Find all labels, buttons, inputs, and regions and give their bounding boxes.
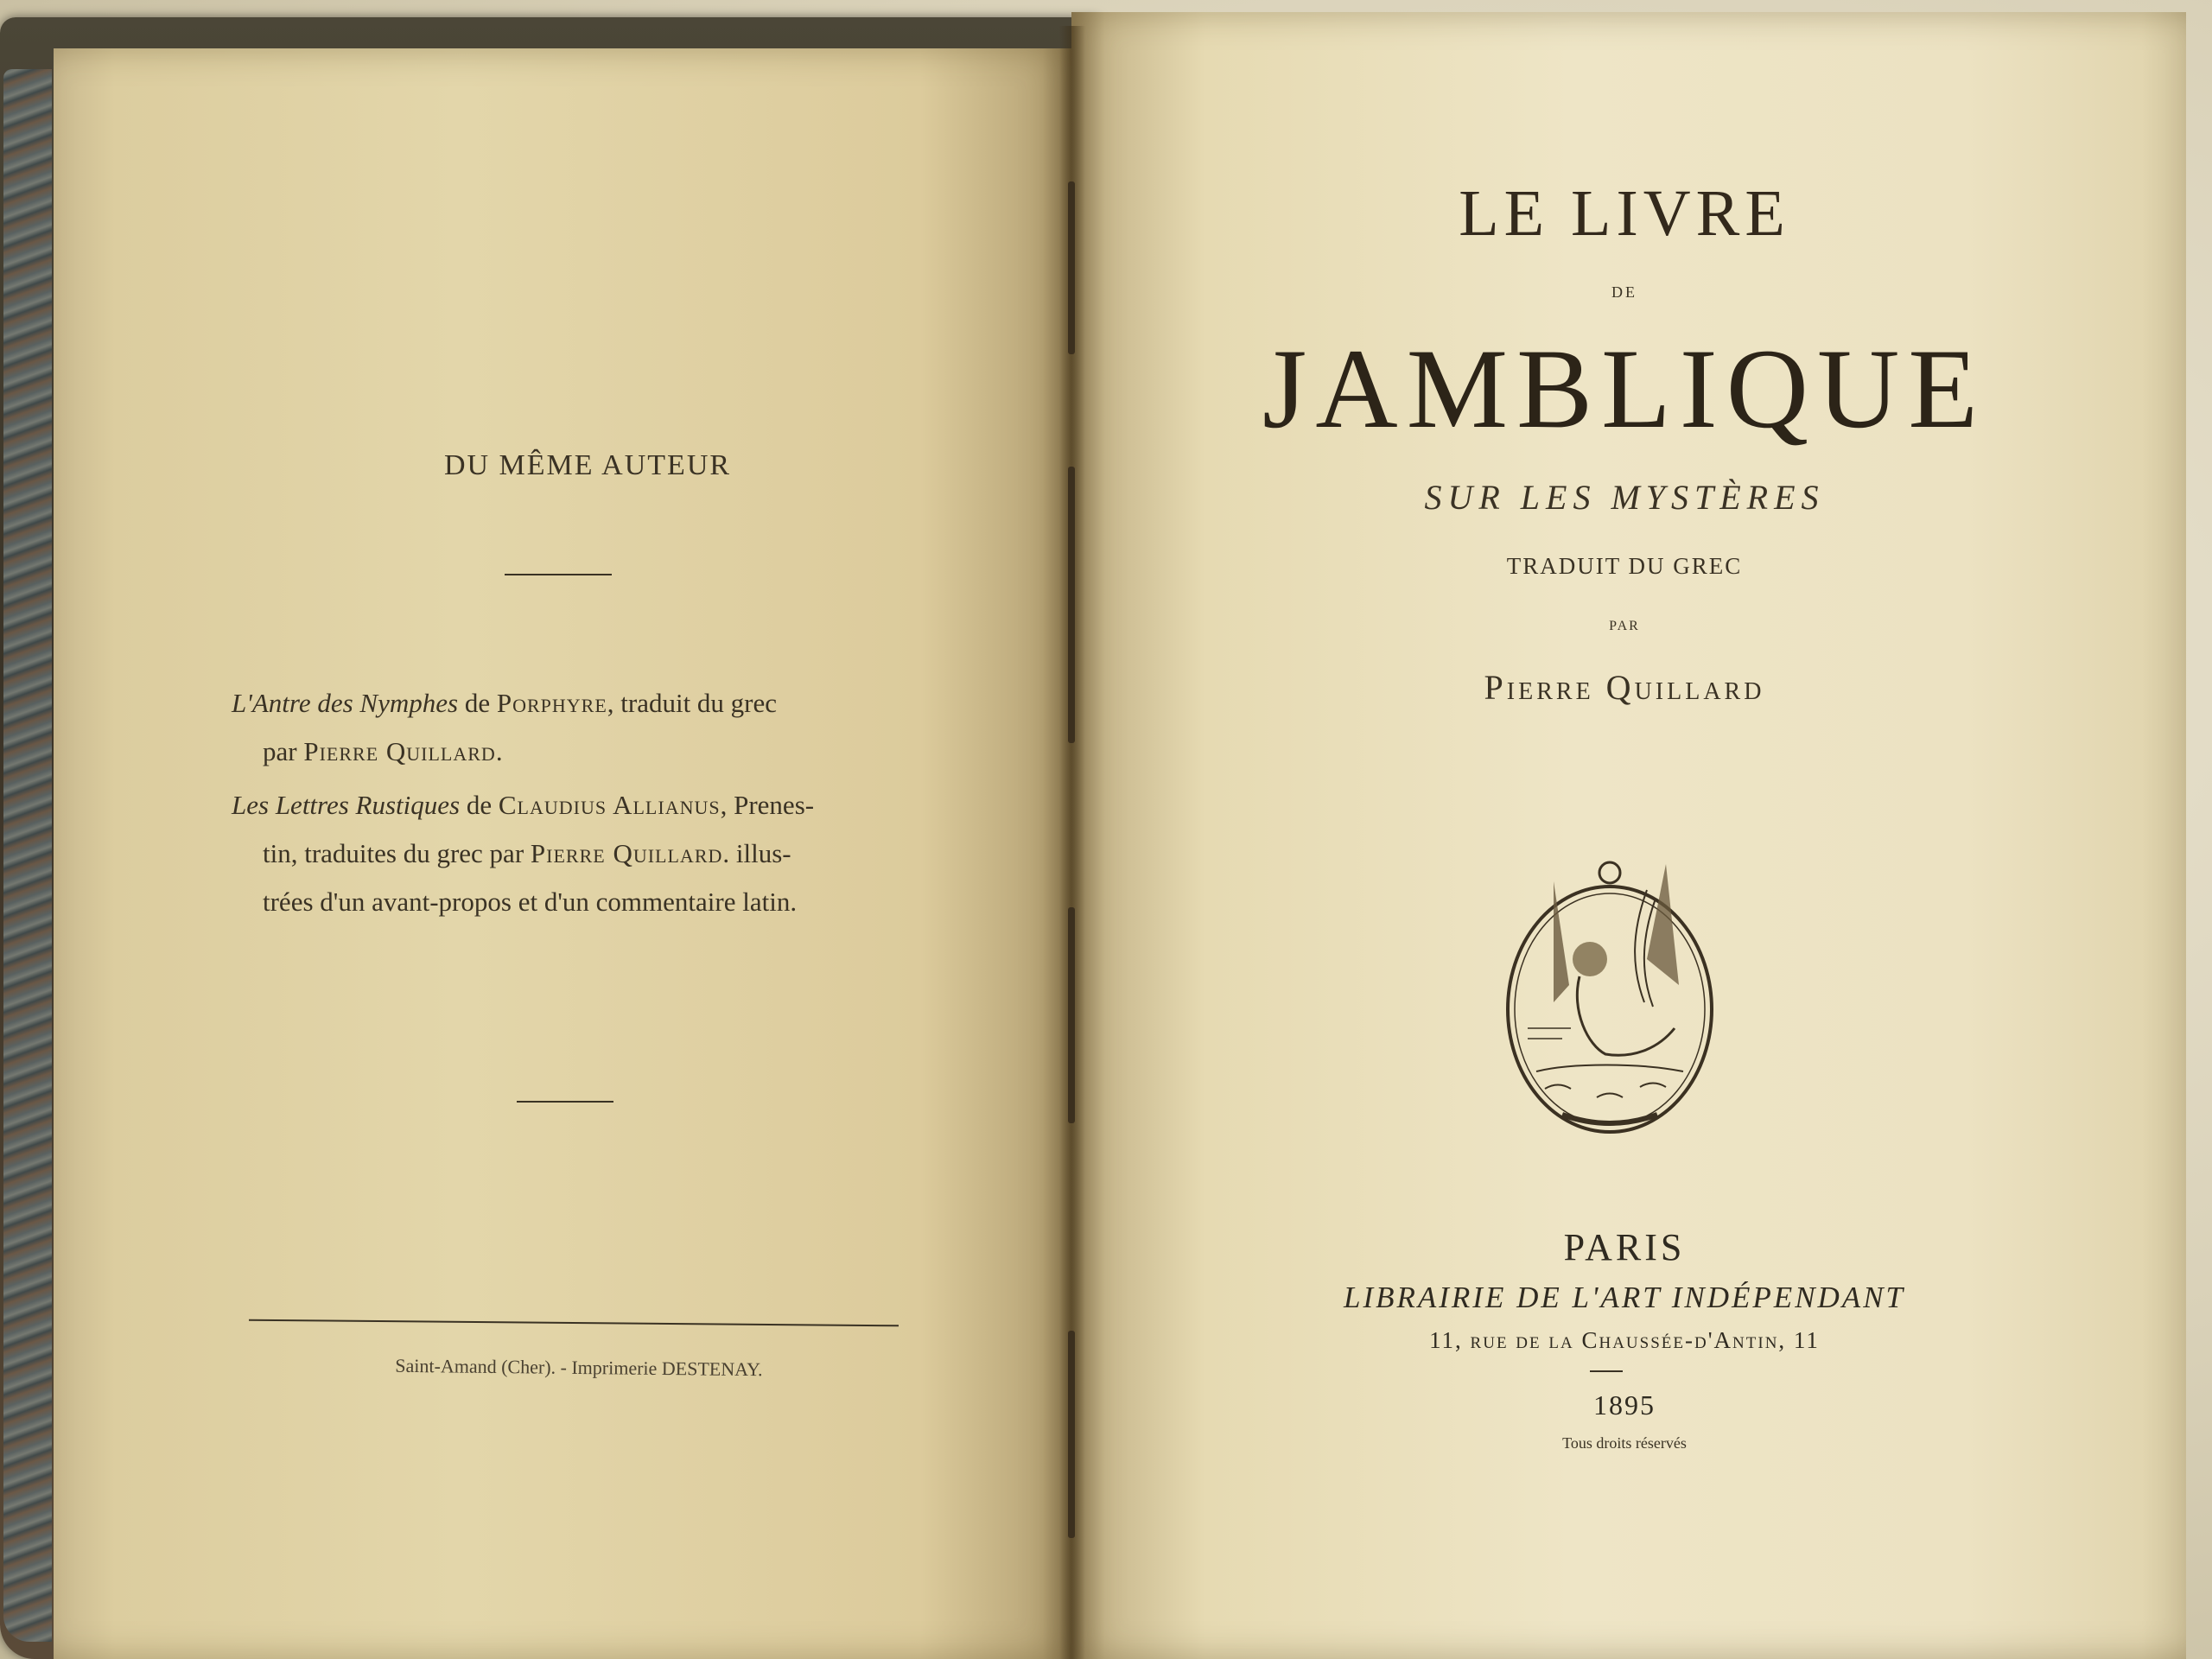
entry-text: tin, traduites du grec par [263, 838, 531, 868]
entry-line: trées d'un avant-propos et d'un commentaire latin. [263, 887, 798, 917]
entry-text: . [495, 736, 503, 766]
binding-stitch [1068, 907, 1075, 1123]
connector-text: de [460, 790, 499, 820]
entry-line [232, 679, 914, 728]
main-title: JAMBLIQUE [1262, 325, 1986, 452]
translator-name: Pierre Quillard [303, 736, 496, 766]
source-author: Porphyre [496, 688, 607, 718]
entry-line [232, 781, 914, 830]
publication-year: 1895 [1593, 1389, 1656, 1421]
title-line: LE LIVRE [1459, 177, 1790, 250]
book-title: Les Lettres Rustiques [232, 790, 461, 820]
bibliography-entry [232, 679, 914, 776]
section-rule [517, 1101, 613, 1103]
entry-line [232, 830, 914, 878]
bibliography-list [232, 679, 914, 931]
marbled-cover-edge [3, 69, 52, 1642]
binding-stitch [1068, 181, 1075, 354]
author-name: Pierre Quillard [1484, 668, 1765, 707]
entry-text: , Prenes- [720, 790, 815, 820]
entry-text: . illus- [722, 838, 791, 868]
entry-text: par [263, 736, 304, 766]
translation-note: TRADUIT DU GREC [1506, 553, 1743, 579]
entry-line [232, 728, 914, 776]
heading-rule [505, 574, 612, 575]
source-author: Claudius Allianus [498, 790, 721, 820]
translator-name: Pierre Quillard [530, 838, 723, 868]
publisher: LIBRAIRIE DE L'ART INDÉPENDANT [1344, 1281, 1905, 1314]
imprint-rule [1590, 1370, 1623, 1372]
subtitle: SUR LES MYSTÈRES [1424, 478, 1825, 517]
left-page-heading: DU MÊME AUTEUR [443, 449, 732, 481]
binding-stitch [1068, 1331, 1075, 1538]
connector-text: de [458, 688, 497, 718]
entry-text: , traduit du grec [607, 688, 778, 718]
bibliography-entry [232, 781, 914, 926]
printer-imprint: Saint-Amand (Cher). - Imprimerie DESTENAY. [395, 1354, 763, 1381]
city: PARIS [1563, 1226, 1686, 1268]
rights-notice: Tous droits réservés [1562, 1434, 1687, 1452]
book-title: L'Antre des Nymphes [232, 688, 459, 718]
par-text: PAR [1609, 619, 1640, 633]
winged-sphinx-emblem-icon [1502, 855, 1718, 1141]
binding-stitch [1068, 467, 1075, 743]
publisher-address: 11, rue de la Chaussée-d'Antin, 11 [1429, 1327, 1820, 1353]
title-de: DE [1611, 283, 1637, 301]
